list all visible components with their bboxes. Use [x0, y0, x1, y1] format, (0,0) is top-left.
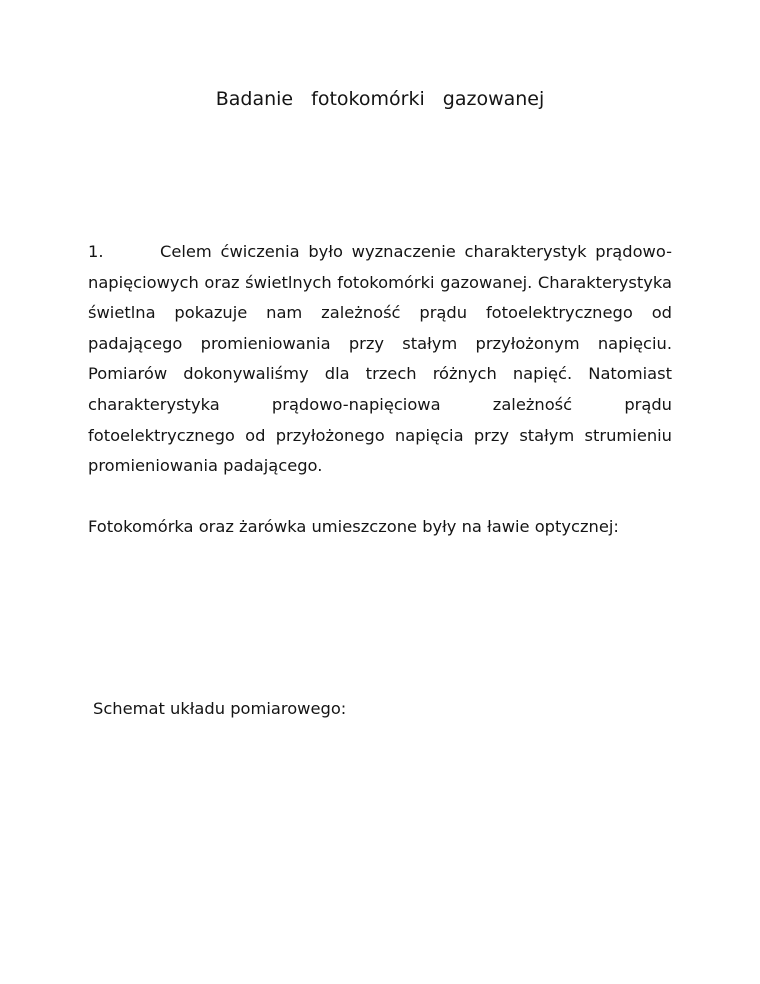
section-number: 1. [88, 242, 104, 261]
setup-sentence: Fotokomórka oraz żarówka umieszczone były na ławie optycznej: [88, 517, 619, 536]
intro-text: Celem ćwiczenia było wyznaczenie charakterystyk prądowo-napięciowych oraz świetlnych fotokomórki gazowanej. Charakterystyka świetlna pokazuje nam zależność prądu fotoelektrycznego od padającego promieniowania przy stałym przyłożonym napięciu. Pomiarów dokonywaliśmy dla trzech różnych napięć. Natomiast charakterystyka prądowo-napięciowa zależność prądu fotoelektrycznego od przyłożonego napięcia przy stałym strumieniu promieniowania padającego. [88, 242, 672, 476]
document-title: Badanie fotokomórki gazowanej [215, 88, 545, 110]
intro-paragraph [88, 237, 672, 482]
schema-label: Schemat układu pomiarowego: [93, 699, 347, 718]
